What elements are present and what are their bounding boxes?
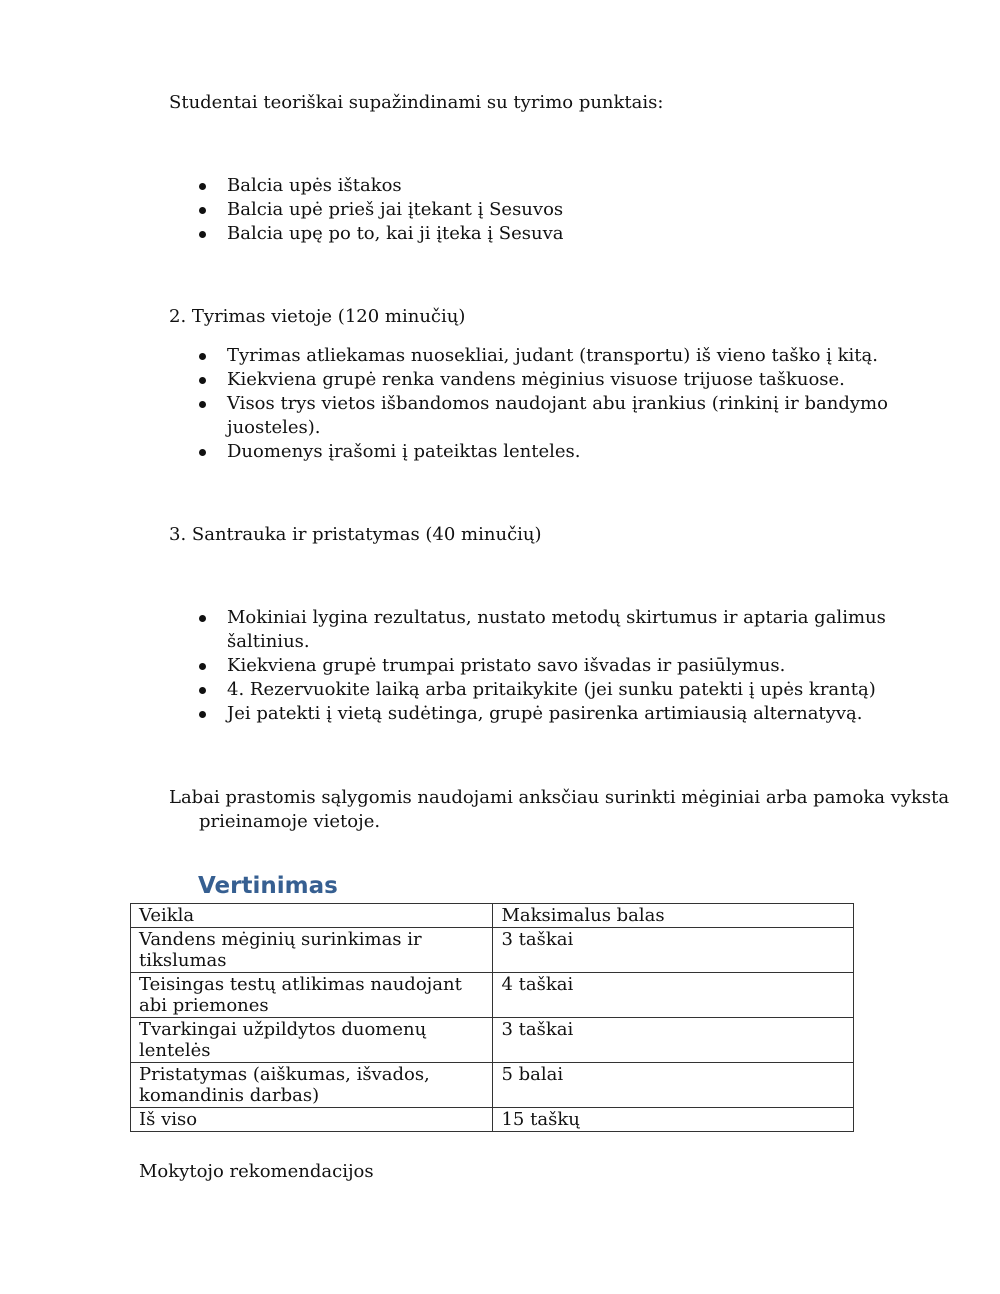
table-row <box>131 1063 854 1108</box>
column-header: Veikla <box>131 904 493 928</box>
section2-list <box>169 344 947 464</box>
total-score-cell: 15 taškų <box>493 1108 854 1132</box>
list-item: Balcia upės ištakos <box>227 174 947 198</box>
assessment-table <box>130 903 854 1132</box>
activity-cell: Teisingas testų atlikimas naudojant abi priemones <box>131 973 493 1018</box>
research-points-list <box>169 174 947 246</box>
list-item: 4. Rezervuokite laiką arba pritaikykite (jei sunku patekti į upės krantą) <box>227 678 947 702</box>
list-item: Visos trys vietos išbandomos naudojant abu įrankius (rinkinį ir bandymo juosteles). <box>227 392 947 440</box>
table-row <box>131 973 854 1018</box>
table-header-row <box>131 904 854 928</box>
score-cell: 5 balai <box>493 1063 854 1108</box>
score-cell: 3 taškai <box>493 928 854 973</box>
intro-text: Studentai teoriškai supažindinami su tyrimo punktais: <box>169 92 664 113</box>
list-item: Balcia upę po to, kai ji įteka į Sesuva <box>227 222 947 246</box>
activity-cell: Pristatymas (aiškumas, išvados, komandinis darbas) <box>131 1063 493 1108</box>
list-item: Balcia upė prieš jai įtekant į Sesuvos <box>227 198 947 222</box>
list-item: Mokiniai lygina rezultatus, nustato metodų skirtumus ir aptaria galimus šaltinius. <box>227 606 947 654</box>
activity-cell: Tvarkingai užpildytos duomenų lentelės <box>131 1018 493 1063</box>
table-total-row <box>131 1108 854 1132</box>
activity-cell: Vandens mėginių surinkimas ir tikslumas <box>131 928 493 973</box>
list-item: Duomenys įrašomi į pateiktas lenteles. <box>227 440 947 464</box>
score-cell: 4 taškai <box>493 973 854 1018</box>
table-row <box>131 1018 854 1063</box>
total-label-cell: Iš viso <box>131 1108 493 1132</box>
column-header: Maksimalus balas <box>493 904 854 928</box>
list-item: Tyrimas atliekamas nuosekliai, judant (transportu) iš vieno taško į kitą. <box>227 344 947 368</box>
table-row <box>131 928 854 973</box>
list-item: Kiekviena grupė trumpai pristato savo išvadas ir pasiūlymus. <box>227 654 947 678</box>
note-text: Labai prastomis sąlygomis naudojami anksčiau surinkti mėginiai arba pamoka vyksta prieinamoje vietoje. <box>169 787 950 832</box>
score-cell: 3 taškai <box>493 1018 854 1063</box>
assessment-heading: Vertinimas <box>198 873 338 899</box>
teacher-recommendations-heading: Mokytojo rekomendacijos <box>139 1161 374 1182</box>
section3-title: 3. Santrauka ir pristatymas (40 minučių) <box>169 524 542 545</box>
list-item: Jei patekti į vietą sudėtinga, grupė pasirenka artimiausią alternatyvą. <box>227 702 947 726</box>
section3-list <box>169 606 947 726</box>
section2-title: 2. Tyrimas vietoje (120 minučių) <box>169 306 466 327</box>
list-item: Kiekviena grupė renka vandens mėginius visuose trijuose taškuose. <box>227 368 947 392</box>
